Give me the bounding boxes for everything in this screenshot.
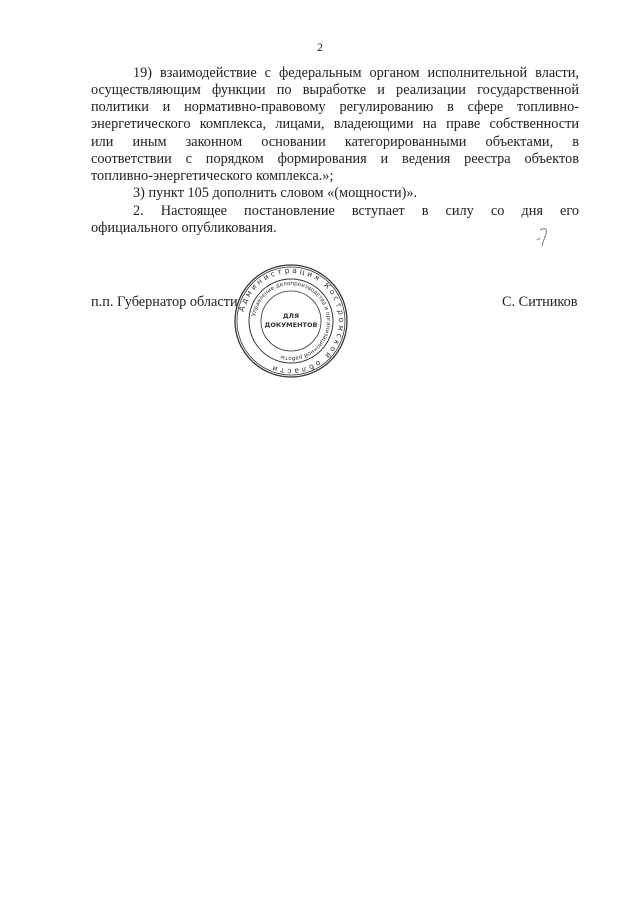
text-line: политики и нормативно-правовому регулированию в сфере топливно- bbox=[91, 99, 579, 115]
signatory-name: С. Ситников bbox=[502, 294, 578, 310]
text-line: официального опубликования. bbox=[91, 220, 277, 236]
svg-text:Управление делопроизводства и: Управление делопроизводства и организационной работы bbox=[251, 280, 332, 362]
text-line: топливно-энергетического комплекса.»; bbox=[91, 168, 334, 184]
page-number: 2 bbox=[317, 40, 323, 54]
svg-text:Администрация Костромской обла: Администрация Костромской области bbox=[236, 265, 347, 377]
text-line: или иным законном основании категорированными объектами, в bbox=[91, 134, 579, 150]
signatory-position: п.п. Губернатор области bbox=[91, 294, 238, 310]
official-stamp bbox=[232, 262, 350, 380]
text-line: 3) пункт 105 дополнить словом «(мощности)». bbox=[133, 185, 418, 201]
text-line: соответствии с порядком формирования и ведения реестра объектов bbox=[91, 151, 579, 167]
text-line: осуществляющим функции по выработке и реализации государственной bbox=[91, 82, 579, 98]
handwritten-mark-icon bbox=[534, 226, 554, 248]
text-line: 2. Настоящее постановление вступает в силу со дня его bbox=[133, 203, 579, 219]
stamp-center-line-1: ДЛЯ bbox=[282, 312, 300, 320]
text-line: 19) взаимодействие с федеральным органом исполнительной власти, bbox=[133, 65, 579, 81]
stamp-center-line-2: ДОКУМЕНТОВ bbox=[264, 321, 318, 329]
text-line: энергетического комплекса, лицами, владеющими на праве собственности bbox=[91, 116, 579, 132]
